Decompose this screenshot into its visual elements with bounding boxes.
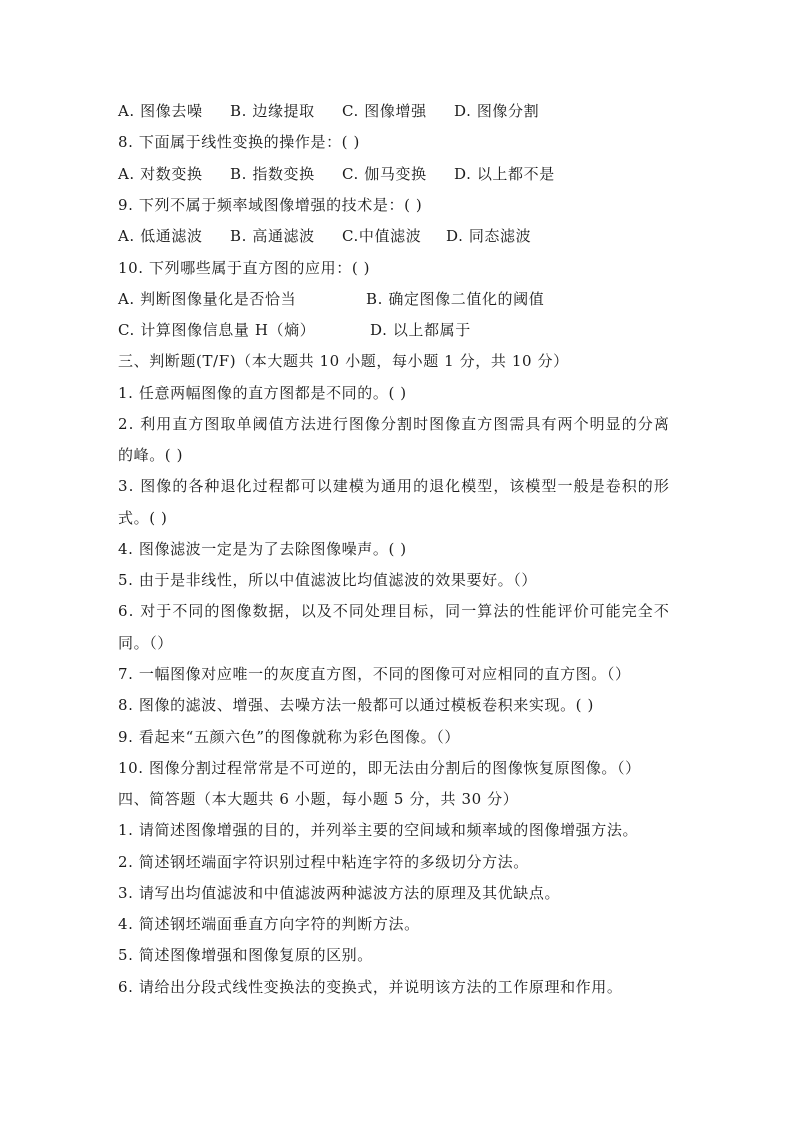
q10-stem: 10. 下列哪些属于直方图的应用：( ): [118, 259, 371, 277]
tf-item-2: 2. 利用直方图取单阈值方法进行图像分割时图像直方图需具有两个明显的分离: [118, 415, 670, 433]
sa-item-1: 1. 请简述图像增强的目的，并列举主要的空间域和频率域的图像增强方法。: [118, 821, 639, 839]
tf-item-8: 8. 图像的滤波、增强、去噪方法一般都可以通过模板卷积来实现。( ): [118, 696, 594, 714]
sa-item-5: 5. 简述图像增强和图像复原的区别。: [118, 946, 373, 964]
q10-option-b: B. 确定图像二值化的阈值: [366, 290, 545, 308]
tf-item-4: 4. 图像滤波一定是为了去除图像噪声。( ): [118, 540, 407, 558]
q10-option-a: A. 判断图像量化是否恰当: [118, 290, 297, 308]
q9-stem: 9. 下列不属于频率域图像增强的技术是：( ): [118, 196, 423, 214]
sa-item-6: 6. 请给出分段式线性变换法的变换式，并说明该方法的工作原理和作用。: [118, 978, 623, 996]
tf-item-2-cont: 的峰。( ): [118, 446, 184, 464]
tf-item-3: 3. 图像的各种退化过程都可以建模为通用的退化模型，该模型一般是卷积的形: [118, 477, 670, 495]
q7-option-a: A. 图像去噪: [118, 102, 203, 120]
q9-option-c: C.中值滤波: [342, 227, 422, 245]
sa-item-2: 2. 简述钢坯端面字符识别过程中粘连字符的多级切分方法。: [118, 853, 529, 871]
section3-heading: 三、判断题(T/F)（本大题共 10 小题，每小题 1 分，共 10 分）: [118, 352, 569, 370]
tf-item-6: 6. 对于不同的图像数据，以及不同处理目标，同一算法的性能评价可能完全不: [118, 602, 670, 620]
q8-option-c: C. 伽马变换: [342, 165, 427, 183]
q9-option-b: B. 高通滤波: [230, 227, 315, 245]
q7-option-d: D. 图像分割: [454, 102, 540, 120]
tf-item-7: 7. 一幅图像对应唯一的灰度直方图，不同的图像可对应相同的直方图。（）: [118, 665, 631, 683]
tf-item-6-cont: 同。（）: [118, 634, 173, 652]
q9-option-a: A. 低通滤波: [118, 227, 203, 245]
q10-option-c: C. 计算图像信息量 H（熵）: [118, 321, 316, 339]
q10-option-d: D. 以上都属于: [370, 321, 471, 339]
tf-item-5: 5. 由于是非线性，所以中值滤波比均值滤波的效果要好。（）: [118, 571, 537, 589]
q8-option-b: B. 指数变换: [230, 165, 315, 183]
sa-item-4: 4. 简述钢坯端面垂直方向字符的判断方法。: [118, 915, 420, 933]
sa-item-3: 3. 请写出均值滤波和中值滤波两种滤波方法的原理及其优缺点。: [118, 884, 561, 902]
q9-option-d: D. 同态滤波: [446, 227, 532, 245]
q7-option-c: C. 图像增强: [342, 102, 427, 120]
tf-item-3-cont: 式。( ): [118, 509, 168, 527]
tf-item-9: 9. 看起来“五颜六色”的图像就称为彩色图像。（）: [118, 728, 460, 746]
q8-option-a: A. 对数变换: [118, 165, 203, 183]
section4-heading: 四、简答题（本大题共 6 小题，每小题 5 分，共 30 分）: [118, 790, 519, 808]
tf-item-10: 10. 图像分割过程常常是不可逆的，即无法由分割后的图像恢复原图像。（）: [118, 759, 641, 777]
q7-option-b: B. 边缘提取: [230, 102, 315, 120]
tf-item-1: 1. 任意两幅图像的直方图都是不同的。( ): [118, 384, 407, 402]
q8-stem: 8. 下面属于线性变换的操作是：( ): [118, 133, 360, 151]
q8-option-d: D. 以上都不是: [454, 165, 555, 183]
